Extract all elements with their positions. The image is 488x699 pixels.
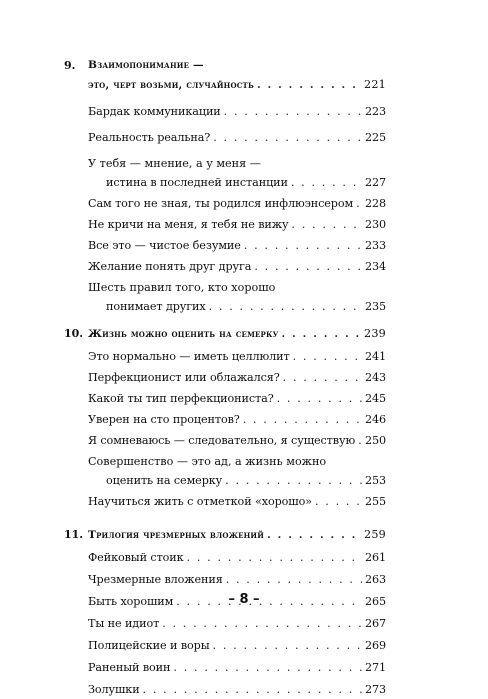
toc-entry[interactable] xyxy=(64,658,386,677)
chapter-10 xyxy=(64,324,386,511)
leader-dots xyxy=(281,325,361,344)
toc-entry[interactable] xyxy=(64,492,386,511)
leader-dots xyxy=(277,389,362,408)
chapter-title-line2: это, черт возьми, случайность xyxy=(88,79,254,91)
leader-dots xyxy=(257,76,361,95)
toc-entry[interactable] xyxy=(64,570,386,589)
page-number: 233 xyxy=(364,239,386,252)
entry-title-line1: Шесть правил того, кто хорошо xyxy=(88,281,276,294)
entry-title: Быть хорошим xyxy=(88,595,174,608)
toc-entry[interactable] xyxy=(64,278,386,316)
toc-entry[interactable] xyxy=(64,194,386,213)
entry-title: Фейковый стоик xyxy=(88,551,184,564)
toc-entry[interactable] xyxy=(64,154,386,192)
entry-title: Золушки xyxy=(88,683,140,696)
chapter-9 xyxy=(64,56,386,316)
leader-dots xyxy=(213,636,362,655)
entry-title: Какой ты тип перфекциониста? xyxy=(88,392,274,405)
page-number: 246 xyxy=(364,413,386,426)
entry-title: Желание понять друг друга xyxy=(88,260,252,273)
entry-title-line1: Совершенство — это ад, а жизнь можно xyxy=(88,455,327,468)
toc-entry[interactable] xyxy=(64,614,386,633)
toc-entry[interactable] xyxy=(64,680,386,699)
page-number: 243 xyxy=(364,371,386,384)
entry-title: Раненый воин xyxy=(88,661,171,674)
leader-dots xyxy=(358,431,362,450)
page-number: 273 xyxy=(364,683,386,696)
page-number: 227 xyxy=(364,176,386,189)
entry-title: Все это — чистое безумие xyxy=(88,239,241,252)
leader-dots xyxy=(162,614,362,633)
leader-dots xyxy=(293,347,362,366)
page-number: 250 xyxy=(364,434,386,447)
page-number: 228 xyxy=(364,197,386,210)
entry-title: Полицейские и воры xyxy=(88,639,210,652)
page-number: 235 xyxy=(364,300,386,313)
page-number: 234 xyxy=(364,260,386,273)
page-number: 265 xyxy=(364,595,386,608)
leader-dots xyxy=(291,173,362,192)
leader-dots xyxy=(254,257,362,276)
entry-title: Чрезмерные вложения xyxy=(88,573,223,586)
page-footer-number: – 8 – xyxy=(228,592,260,607)
chapter-11 xyxy=(64,525,386,699)
chapter-title-entry[interactable] xyxy=(64,525,386,545)
leader-dots xyxy=(173,658,362,677)
entry-title-line2: понимает других xyxy=(106,300,206,313)
toc-entry[interactable] xyxy=(64,431,386,450)
toc-entry[interactable] xyxy=(64,368,386,387)
page-number: 221 xyxy=(364,78,386,91)
page-number: 255 xyxy=(364,495,386,508)
toc-entry[interactable] xyxy=(64,548,386,567)
leader-dots xyxy=(291,215,362,234)
leader-dots xyxy=(213,128,362,147)
page-number: 225 xyxy=(364,131,386,144)
leader-dots xyxy=(244,236,362,255)
leader-dots xyxy=(209,297,362,316)
entry-title: Сам того не зная, ты родился инфлюэнсером xyxy=(88,197,354,210)
page-number: 223 xyxy=(364,105,386,118)
page-number: 241 xyxy=(364,350,386,363)
entry-title: Это нормально — иметь целлюлит xyxy=(88,350,290,363)
entry-title-line2: оценить на семерку xyxy=(106,474,223,487)
entry-title: Я сомневаюсь — следовательно, я существую xyxy=(88,434,356,447)
leader-dots xyxy=(226,570,362,589)
page-number: 263 xyxy=(364,573,386,586)
chapter-title: Трилогия чрезмерных вложений xyxy=(88,529,265,541)
page-number: 253 xyxy=(364,474,386,487)
page-number: 269 xyxy=(364,639,386,652)
toc-entry[interactable] xyxy=(64,128,386,147)
entry-title: Не кричи на меня, я тебя не вижу xyxy=(88,218,289,231)
toc-entry[interactable] xyxy=(64,389,386,408)
leader-dots xyxy=(283,368,362,387)
toc-entry[interactable] xyxy=(64,236,386,255)
leader-dots xyxy=(225,471,362,490)
toc-entry[interactable] xyxy=(64,257,386,276)
page-number: 261 xyxy=(364,551,386,564)
entry-title: Перфекционист или облажался? xyxy=(88,371,280,384)
leader-dots xyxy=(243,410,362,429)
toc-entry[interactable] xyxy=(64,215,386,234)
page-number: 245 xyxy=(364,392,386,405)
toc-entry[interactable] xyxy=(64,452,386,490)
toc-entry[interactable] xyxy=(64,636,386,655)
page-number: 230 xyxy=(364,218,386,231)
leader-dots xyxy=(187,548,362,567)
page-number: 271 xyxy=(364,661,386,674)
leader-dots xyxy=(224,102,362,121)
chapter-number: 10. xyxy=(64,327,84,340)
entry-title: Научиться жить с отметкой «хорошо» xyxy=(88,495,312,508)
toc-entry[interactable] xyxy=(64,102,386,121)
page-number: 239 xyxy=(364,327,386,340)
chapter-number: 9. xyxy=(64,59,76,72)
chapter-title-line1: Взаимопонимание — xyxy=(88,59,204,71)
chapter-number: 11. xyxy=(64,528,84,541)
entry-title: Бардак коммуникации xyxy=(88,105,221,118)
entry-title: Ты не идиот xyxy=(88,617,160,630)
entry-title: Реальность реальна? xyxy=(88,131,211,144)
toc-entry[interactable] xyxy=(64,347,386,366)
leader-dots xyxy=(356,194,362,213)
toc-entry[interactable] xyxy=(64,410,386,429)
page-number: 267 xyxy=(364,617,386,630)
entry-title-line1: У тебя — мнение, а у меня — xyxy=(88,157,261,170)
chapter-title-entry[interactable] xyxy=(64,75,386,95)
page-number: 259 xyxy=(364,528,386,541)
chapter-title-entry[interactable] xyxy=(64,324,386,344)
entry-title-line2: истина в последней инстанции xyxy=(106,176,288,189)
leader-dots xyxy=(267,526,361,545)
chapter-title: Жизнь можно оценить на семерку xyxy=(88,328,279,340)
entry-title: Уверен на сто процентов? xyxy=(88,413,240,426)
leader-dots xyxy=(315,492,362,511)
leader-dots xyxy=(143,680,362,699)
